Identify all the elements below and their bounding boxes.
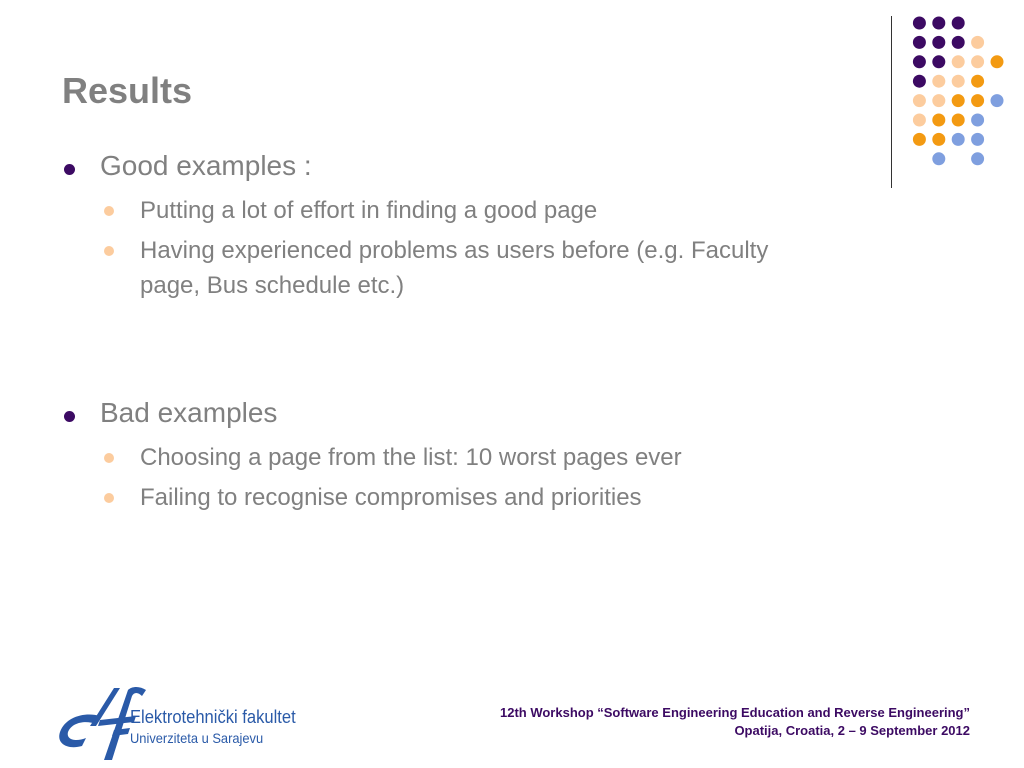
list-item: Having experienced problems as users before (e.g. Faculty page, Bus schedule etc.) [140, 237, 769, 299]
decorative-dot [971, 36, 984, 49]
decorative-dot [952, 133, 965, 146]
header-divider [891, 16, 892, 188]
decorative-dot [913, 75, 926, 88]
decorative-dot [932, 17, 945, 30]
decorative-dot [932, 75, 945, 88]
decorative-dot [952, 75, 965, 88]
decorative-dot [913, 17, 926, 30]
sub-bullet-dot [104, 206, 114, 216]
bullet-dot [64, 164, 75, 175]
sub-bullet-dot [104, 493, 114, 503]
section-heading-good: Good examples : [100, 150, 312, 181]
list-item: Choosing a page from the list: 10 worst pages ever [140, 444, 682, 471]
decorative-dot [952, 55, 965, 68]
bullet-dot [64, 411, 75, 422]
decorative-dot [952, 114, 965, 127]
decorative-dot [932, 36, 945, 49]
decorative-dot [932, 55, 945, 68]
decorative-dot [991, 94, 1004, 107]
logo-subtitle: Univerziteta u Sarajevu [130, 730, 264, 746]
decorative-dot [913, 94, 926, 107]
decorative-dot [952, 17, 965, 30]
decorative-dot [991, 55, 1004, 68]
slide-title: Results [62, 70, 193, 111]
decorative-dot [971, 133, 984, 146]
decorative-dot [932, 133, 945, 146]
footer-location-date: Opatija, Croatia, 2 – 9 September 2012 [734, 723, 970, 738]
decorative-dot [913, 55, 926, 68]
decorative-dot [971, 114, 984, 127]
sub-bullet-dot [104, 246, 114, 256]
decorative-dot [952, 36, 965, 49]
footer-workshop: 12th Workshop “Software Engineering Education and Reverse Engineering” [499, 705, 970, 720]
decorative-dot [971, 55, 984, 68]
section-heading-bad: Bad examples [100, 397, 278, 428]
decorative-dot [913, 114, 926, 127]
decorative-dot [932, 152, 945, 165]
decorative-dot [971, 75, 984, 88]
sub-bullet-dot [104, 453, 114, 463]
decorative-dot [971, 152, 984, 165]
decorative-dot [952, 94, 965, 107]
list-item: Failing to recognise compromises and priorities [140, 484, 642, 511]
decorative-dot [932, 114, 945, 127]
decorative-dot [913, 36, 926, 49]
logo-name: Elektrotehnički fakultet [130, 707, 296, 727]
decorative-dot [913, 133, 926, 146]
decorative-dot [932, 94, 945, 107]
decorative-dot [971, 94, 984, 107]
footer [500, 704, 970, 740]
list-item: Putting a lot of effort in finding a good page [140, 197, 598, 224]
